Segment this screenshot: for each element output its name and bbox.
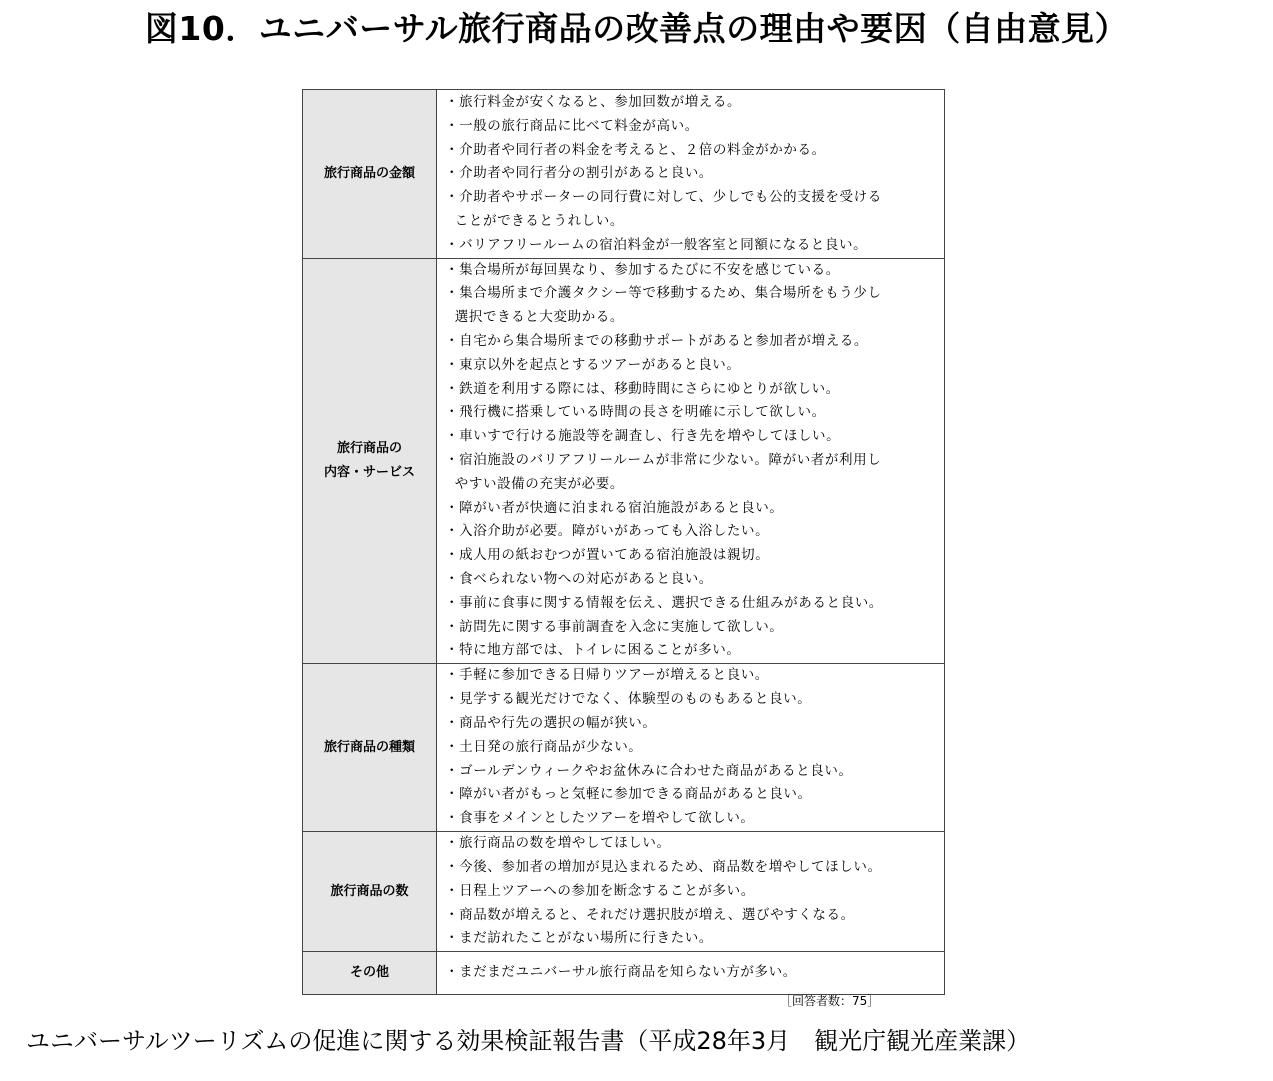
- list-item: ・一般の旅行商品に比べて料金が高い。: [445, 117, 699, 134]
- respondents-note: ［回答者数：75］: [780, 994, 880, 1008]
- list-item: ・今後、参加者の増加が見込まれるため、商品数を増やしてほしい。: [445, 858, 882, 875]
- list-item: ・東京以外を起点とするツアーがあると良い。: [445, 356, 741, 373]
- category-label: 内容・サービス: [323, 464, 415, 480]
- list-item: ・手軽に参加できる日帰りツアーが増えると良い。: [445, 667, 769, 684]
- items-cell: [437, 832, 945, 952]
- list-item: ことができるとうれしい。: [445, 212, 624, 229]
- source-caption: ユニバーサルツーリズムの促進に関する効果検証報告書（平成28年3月 観光庁観光産業課）: [26, 1027, 1031, 1055]
- list-item: ・障がい者が快適に泊まれる宿泊施設があると良い。: [445, 499, 784, 516]
- list-item: ・土日発の旅行商品が少ない。: [445, 738, 643, 755]
- list-item: ・事前に食事に関する情報を伝え、選択できる仕組みがあると良い。: [445, 594, 883, 611]
- category-label: 旅行商品の: [336, 440, 402, 456]
- figure-title: 図10．ユニバーサル旅行商品の改善点の理由や要因（自由意見）: [144, 9, 1129, 48]
- list-item: ・特に地方部では、トイレに困ることが多い。: [445, 642, 741, 659]
- opinion-table-body: [303, 90, 945, 995]
- list-item: やすい設備の充実が必要。: [445, 475, 624, 492]
- list-item: ・旅行商品の数を増やしてほしい。: [445, 835, 671, 852]
- list-item: ・介助者やサポーターの同行費に対して、少しでも公的支援を受ける: [445, 189, 882, 206]
- list-item: ・障がい者がもっと気軽に参加できる商品があると良い。: [445, 786, 812, 803]
- items-cell: [437, 90, 945, 259]
- list-item: ・飛行機に搭乗している時間の長さを明確に示して欲しい。: [445, 404, 826, 421]
- table-row: [303, 258, 945, 664]
- category-cell: [303, 832, 437, 952]
- list-item: ・訪問先に関する事前調査を入念に実施して欲しい。: [445, 618, 784, 635]
- list-item: ・見学する観光だけでなく、体験型のものもあると良い。: [445, 691, 812, 708]
- category-cell: [303, 952, 437, 995]
- table-row: [303, 952, 945, 995]
- table-row: [303, 832, 945, 952]
- category-cell: [303, 258, 437, 664]
- list-item: ・介助者や同行者の料金を考えると、２倍の料金がかかる。: [445, 141, 826, 158]
- items-cell: [437, 952, 945, 995]
- list-item: ・食事をメインとしたツアーを増やして欲しい。: [445, 810, 755, 827]
- items-cell: [437, 258, 945, 664]
- list-item: ・食べられない物への対応があると良い。: [445, 570, 713, 587]
- category-cell: [303, 90, 437, 259]
- list-item: ・宿泊施設のバリアフリールームが非常に少ない。障がい者が利用し: [445, 451, 882, 468]
- list-item: ・バリアフリールームの宿泊料金が一般客室と同額になると良い。: [445, 236, 868, 253]
- items-cell: [437, 664, 945, 832]
- list-item: ・入浴介助が必要。障がいがあっても入浴したい。: [445, 523, 770, 540]
- category-label: その他: [349, 965, 389, 981]
- opinion-table: [302, 89, 945, 995]
- list-item: ・まだ訪れたことがない場所に行きたい。: [445, 930, 713, 947]
- list-item: ・旅行料金が安くなると、参加回数が増える。: [445, 94, 742, 110]
- list-item: ・ゴールデンウィークやお盆休みに合わせた商品があると良い。: [445, 762, 853, 779]
- list-item: ・商品数が増えると、それだけ選択肢が増え、選びやすくなる。: [445, 906, 855, 923]
- list-item: ・成人用の紙おむつが置いてある宿泊施設は親切。: [445, 547, 770, 564]
- list-item: ・鉄道を利用する際には、移動時間にさらにゆとりが欲しい。: [445, 380, 840, 397]
- list-item: ・日程上ツアーへの参加を断念することが多い。: [445, 882, 755, 899]
- list-item: ・まだまだユニバーサル旅行商品を知らない方が多い。: [445, 964, 797, 981]
- list-item: ・車いすで行ける施設等を調査し、行き先を増やしてほしい。: [445, 428, 841, 445]
- category-label: 旅行商品の金額: [323, 165, 415, 181]
- category-cell: [303, 664, 437, 832]
- list-item: ・集合場所まで介護タクシー等で移動するため、集合場所をもう少し: [445, 285, 882, 302]
- category-label: 旅行商品の数: [330, 883, 409, 899]
- table-row: [303, 664, 945, 832]
- table-row: [303, 90, 945, 259]
- list-item: ・集合場所が毎回異なり、参加するたびに不安を感じている。: [445, 261, 840, 278]
- list-item: ・介助者や同行者分の割引があると良い。: [445, 165, 713, 182]
- list-item: ・自宅から集合場所までの移動サポートがあると参加者が増える。: [445, 332, 868, 349]
- category-label: 旅行商品の種類: [323, 739, 415, 755]
- list-item: ・商品や行先の選択の幅が狭い。: [445, 714, 657, 731]
- list-item: 選択できると大変助かる。: [445, 309, 624, 326]
